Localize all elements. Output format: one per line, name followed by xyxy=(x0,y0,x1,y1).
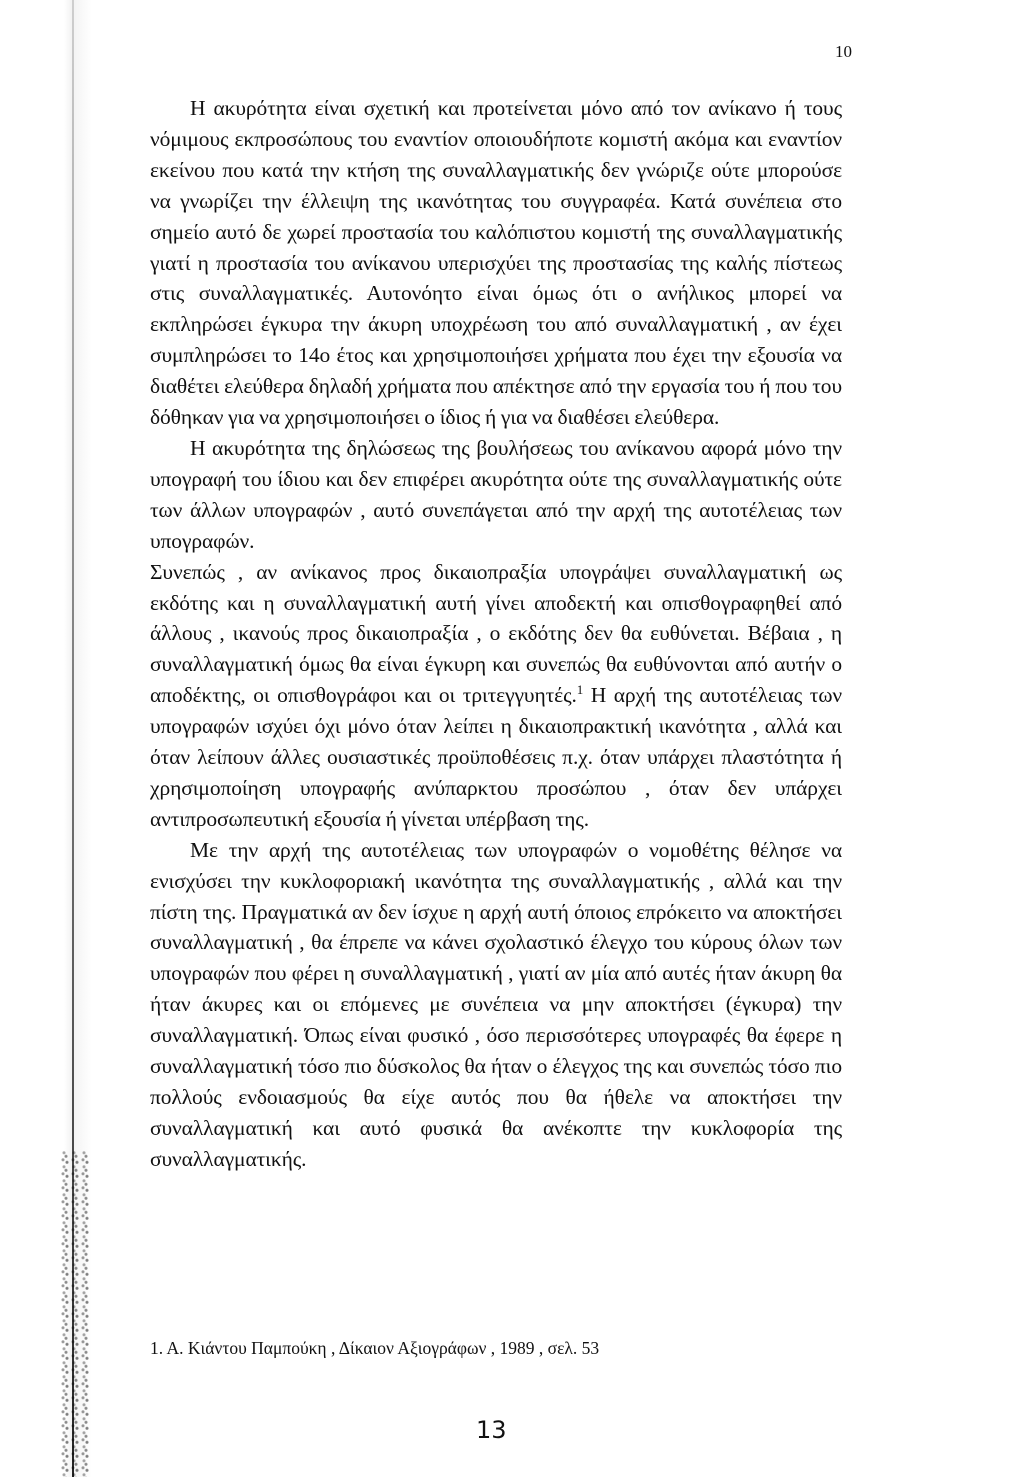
main-text xyxy=(150,93,842,1175)
page-number: 10 xyxy=(835,42,852,61)
handwritten-folio-number: 13 xyxy=(476,1416,507,1444)
footnote-reference[interactable]: 1 xyxy=(576,682,584,698)
footnote-section xyxy=(150,1328,842,1359)
paragraph-capacity-invalidity: Η ακυρότητα είναι σχετική και προτείνεται μόνο από τον ανίκανο ή τους νόμιμους εκπροσώπους του εναντίον οποιουδήποτε κομιστή ακόμα και εναντίον εκείνου που κατά την κτήση της συναλλαγματικής δεν γνώριζε ούτε μπορούσε να γνωρίζει την έλλειψη της ικανότητας του συγγραφέα. Κατά συνέπεια στο σημείο αυτό δε χωρεί προστασία του καλόπιστου κομιστή της συναλλαγματικής γιατί η προστασία του ανίκανου υπερισχύει της προστασίας της καλής πίστεως στις συναλλαγματικές. Αυτονόητο είναι όμως ότι ο ανήλικος μπορεί να εκπληρώσει έγκυρα την άκυρη υποχρέωση του από συναλλαγματική , αν έχει συμπληρώσει το 14ο έτος και χρησιμοποιήσει χρήματα που έχει την εξουσία να διαθέτει ελεύθερα δηλαδή χρήματα που απέκτησε από την εργασία του ή που του δόθηκαν για να χρησιμοποιήσει ο ίδιος ή για να διαθέσει ελεύθερα. xyxy=(150,96,842,430)
paragraph-signature-scope: Η ακυρότητα της δηλώσεως της βουλήσεως του ανίκανου αφορά μόνο την υπογραφή του ίδιου και δεν επιφέρει ακυρότητα ούτε της συναλλαγματικής ούτε των άλλων υπογραφών , αυτό συνεπάγεται από την αρχή της αυτοτέλειας των υπογραφών. xyxy=(150,435,842,553)
paragraph-legislative-purpose: Με την αρχή της αυτοτέλειας των υπογραφών ο νομοθέτης θέλησε να ενισχύσει την κυκλοφοριακή ικανότητα της συναλλαγματικής , αλλά και την πίστη της. Πραγματικά αν δεν ίσχυε η αρχή αυτή όποιος επρόκειτο να αποκτήσει συναλλαγματική , θα έπρεπε να κάνει σχολαστικό έλεγχο του κύρους όλων των υπογραφών που φέρει η συναλλαγματική , γιατί αν μία από αυτές ήταν άκυρη θα ήταν άκυρες και οι επόμενες με συνέπεια να μην αποκτήσει (έγκυρα) την συναλλαγματική. Όπως είναι φυσικό , όσο περισσότερες υπογραφές θα έφερε η συναλλαγματική τόσο πιο δύσκολος θα ήταν ο έλεγχος της και συνεπώς τόσο πιο πολλούς ενδοιασμούς θα είχε αυτός που θα ήθελε να αποκτήσει την συναλλαγματική και αυτό φυσικά θα ανέκοπτε την κυκλοφορία της συναλλαγματικής. xyxy=(150,837,842,1171)
scan-speckle xyxy=(60,1150,90,1477)
paragraph-consequences-lead: Συνεπώς , αν ανίκανος προς δικαιοπραξία υπογράψει συναλλαγματική ως εκδότης και η συναλλαγματική αυτή γίνει αποδεκτή και οπισθογραφηθεί από άλλους , ικανούς προς δικαιοπραξία , ο εκδότης δεν θα ευθύνεται. Βέβαια , η συναλλαγματική όμως θα είναι έγκυρη και συνεπώς θα ευθύνονται από αυτήν ο αποδέκτης, οι οπισθογράφοι και οι τριτεγγυητές. xyxy=(150,559,842,708)
footnote-divider xyxy=(150,1328,330,1329)
footnote-entry: 1. Α. Κιάντου Παμπούκη , Δίκαιον Αξιογράφων , 1989 , σελ. 53 xyxy=(150,1338,600,1358)
paragraph-consequences-rest: Η αρχή της αυτοτέλειας των υπογραφών ισχύει όχι μόνο όταν λείπει η δικαιοπρακτική ικανότητα , αλλά και όταν λείπουν άλλες ουσιαστικές προϋποθέσεις π.χ. όταν υπάρχει πλαστότητα ή χρησιμοποίηση υπογραφής ανύπαρκτου προσώπου , όταν δεν υπάρχει αντιπροσωπευτική εξουσία ή γίνεται υπέρβαση της. xyxy=(150,683,842,831)
paragraph-consequences xyxy=(150,557,842,835)
